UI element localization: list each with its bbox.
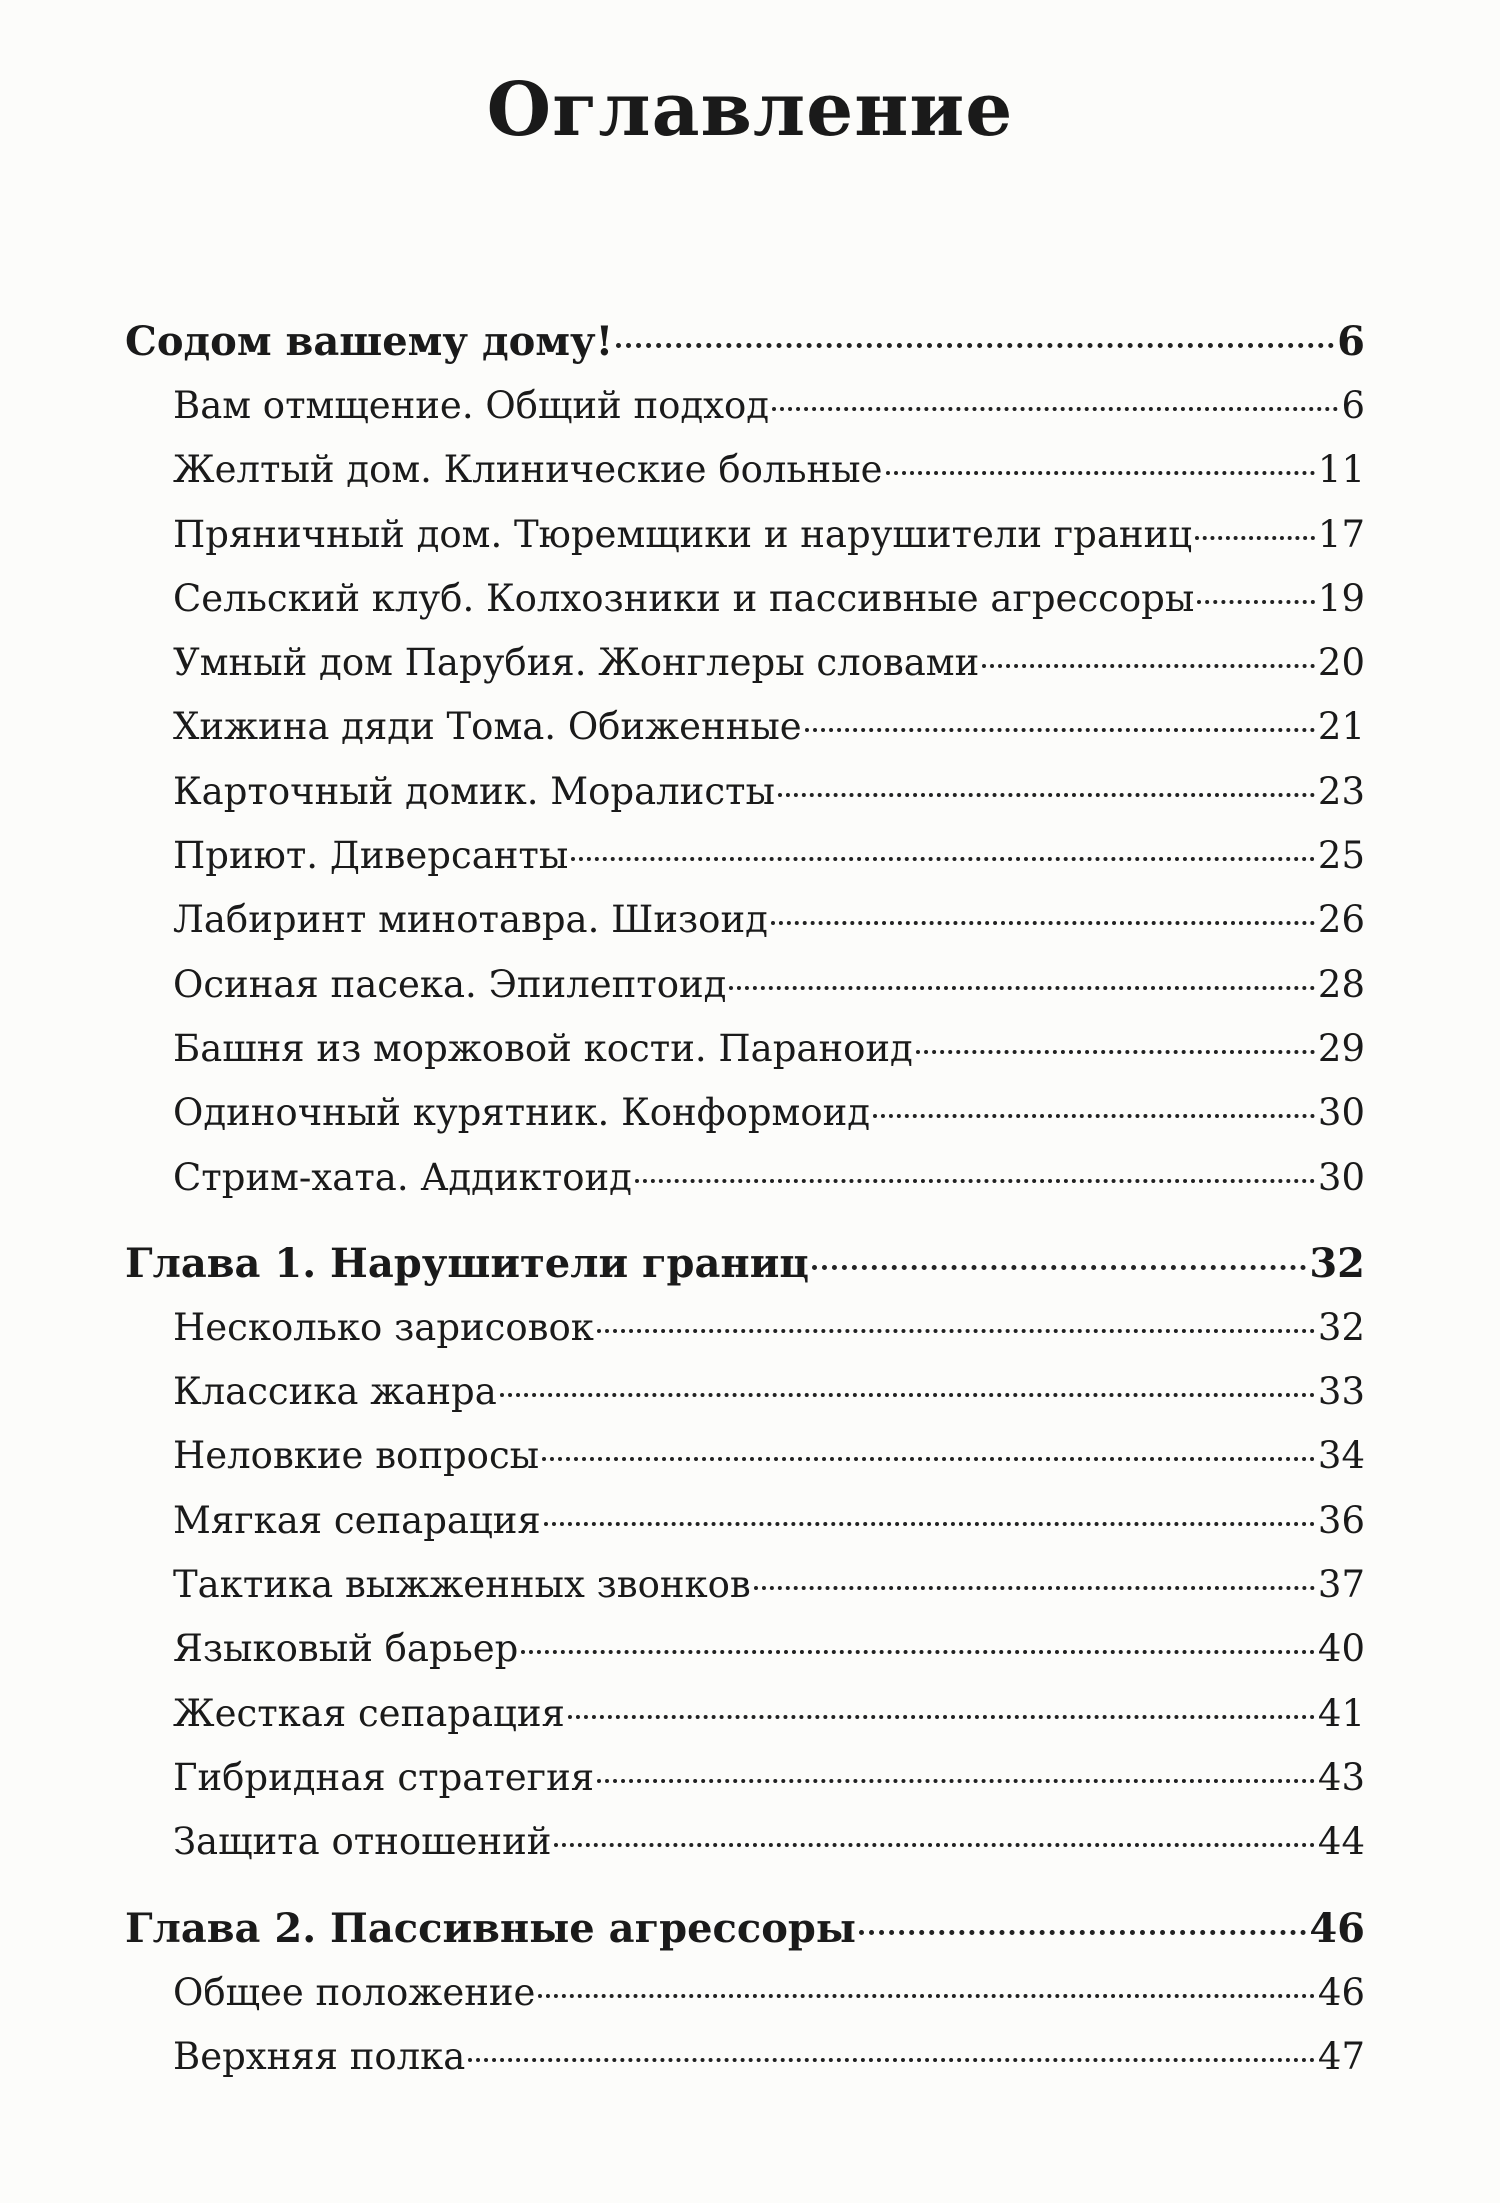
table-of-contents	[125, 310, 1365, 2111]
toc-subsection-entry	[125, 1017, 1365, 1081]
subsection-title: Желтый дом. Клинические больные	[173, 448, 883, 492]
toc-subsection-entry	[125, 2025, 1365, 2089]
toc-subsection-entry	[125, 760, 1365, 824]
dot-leader	[754, 1586, 1315, 1590]
subsection-title: Верхняя полка	[173, 2034, 466, 2078]
dot-leader	[805, 728, 1315, 732]
toc-subsection-entry	[125, 1424, 1365, 1488]
dot-leader	[568, 1715, 1315, 1719]
subsection-title: Жесткая сепарация	[173, 1691, 565, 1735]
page-number: 36	[1317, 1498, 1365, 1542]
page-number: 19	[1317, 576, 1365, 620]
page-number: 28	[1317, 962, 1365, 1006]
page-number: 11	[1317, 448, 1365, 492]
toc-subsection-entry	[125, 567, 1365, 631]
page-number: 30	[1317, 1091, 1365, 1135]
subsection-title: Общее положение	[173, 1970, 536, 2014]
subsection-title: Классика жанра	[173, 1370, 497, 1414]
toc-subsection-entry	[125, 1810, 1365, 1874]
chapter-title: Содом вашему дому!	[125, 318, 614, 365]
toc-subsection-entry	[125, 1553, 1365, 1617]
page-title: Оглавление	[486, 66, 1014, 153]
dot-leader	[616, 343, 1334, 348]
toc-subsection-entry	[125, 1146, 1365, 1210]
toc-chapter-entry	[125, 310, 1365, 374]
page-number: 41	[1317, 1691, 1365, 1735]
toc-subsection-entry	[125, 438, 1365, 502]
subsection-title: Сельский клуб. Колхозники и пассивные агрессоры	[173, 576, 1195, 620]
toc-chapter-entry	[125, 1897, 1365, 1961]
dot-leader	[538, 1994, 1314, 1998]
page-number: 46	[1317, 1970, 1365, 2014]
toc-subsection-entry	[125, 1081, 1365, 1145]
page-number: 47	[1317, 2034, 1365, 2078]
dot-leader	[1197, 600, 1315, 604]
dot-leader	[542, 1457, 1315, 1461]
dot-leader	[729, 986, 1314, 990]
toc-subsection-entry	[125, 631, 1365, 695]
subsection-title: Стрим-хата. Аддиктоид	[173, 1155, 632, 1199]
page-number: 30	[1317, 1155, 1365, 1199]
toc-subsection-entry	[125, 888, 1365, 952]
subsection-title: Умный дом Парубия. Жонглеры словами	[173, 641, 980, 685]
dot-leader	[859, 1930, 1306, 1935]
toc-subsection-entry	[125, 824, 1365, 888]
page-number: 34	[1317, 1434, 1365, 1478]
toc-subsection-entry	[125, 1682, 1365, 1746]
toc-section	[125, 1897, 1365, 2090]
dot-leader	[500, 1393, 1315, 1397]
page-number: 40	[1317, 1627, 1365, 1671]
toc-subsection-entry	[125, 1746, 1365, 1810]
dot-leader	[571, 857, 1315, 861]
dot-leader	[635, 1179, 1315, 1183]
toc-subsection-entry	[125, 1489, 1365, 1553]
subsection-title: Языковый барьер	[173, 1627, 519, 1671]
dot-leader	[771, 921, 1315, 925]
page-number: 25	[1317, 834, 1365, 878]
subsection-title: Вам отмщение. Общий подход	[173, 384, 770, 427]
toc-subsection-entry	[125, 503, 1365, 567]
toc-subsection-entry	[125, 953, 1365, 1017]
page-number: 44	[1317, 1820, 1365, 1864]
chapter-title: Глава 2. Пассивные агрессоры	[125, 1904, 856, 1952]
dot-leader	[597, 1329, 1315, 1333]
dot-leader	[544, 1522, 1315, 1526]
subsection-title: Одиночный курятник. Конформоид	[173, 1091, 871, 1135]
subsection-title: Защита отношений	[173, 1820, 552, 1864]
toc-subsection-entry	[125, 1296, 1365, 1360]
page-number: 32	[1317, 1305, 1365, 1349]
dot-leader	[554, 1843, 1314, 1847]
subsection-title: Хижина дяди Тома. Обиженные	[173, 705, 802, 749]
subsection-title: Карточный домик. Моралисты	[173, 769, 775, 813]
page-number: 26	[1317, 898, 1365, 942]
subsection-title: Лабиринт минотавра. Шизоид	[173, 898, 768, 942]
page-number: 33	[1317, 1370, 1365, 1414]
page-number: 23	[1317, 769, 1365, 813]
dot-leader	[597, 1779, 1315, 1783]
dot-leader	[812, 1265, 1306, 1270]
page-number: 6	[1341, 384, 1365, 427]
page-number: 21	[1317, 705, 1365, 749]
subsection-title: Приют. Диверсанты	[173, 834, 569, 878]
subsection-title: Неловкие вопросы	[173, 1434, 540, 1478]
toc-subsection-entry	[125, 1360, 1365, 1424]
toc-subsection-entry	[125, 374, 1365, 438]
subsection-title: Пряничный дом. Тюремщики и нарушители границ	[173, 512, 1193, 556]
subsection-title: Гибридная стратегия	[173, 1755, 595, 1799]
subsection-title: Несколько зарисовок	[173, 1305, 594, 1349]
page-number: 32	[1309, 1239, 1365, 1287]
dot-leader	[1195, 536, 1315, 540]
page-number: 6	[1337, 318, 1365, 365]
page-number: 37	[1317, 1563, 1365, 1607]
page-number: 46	[1309, 1904, 1365, 1952]
page-number: 29	[1317, 1026, 1365, 1070]
dot-leader	[778, 793, 1315, 797]
subsection-title: Башня из моржовой кости. Параноид	[173, 1026, 913, 1070]
toc-section	[125, 1232, 1365, 1875]
chapter-title: Глава 1. Нарушители границ	[125, 1239, 809, 1287]
subsection-title: Осиная пасека. Эпилептоид	[173, 962, 727, 1006]
toc-section	[125, 310, 1365, 1210]
dot-leader	[521, 1650, 1315, 1654]
toc-subsection-entry	[125, 1617, 1365, 1681]
page-number: 17	[1317, 512, 1365, 556]
dot-leader	[873, 1114, 1315, 1118]
toc-chapter-entry	[125, 1232, 1365, 1296]
page-number: 20	[1317, 641, 1365, 685]
dot-leader	[772, 407, 1338, 411]
page-number: 43	[1317, 1755, 1365, 1799]
subsection-title: Тактика выжженных звонков	[173, 1563, 751, 1607]
dot-leader	[982, 664, 1315, 668]
dot-leader	[916, 1050, 1315, 1054]
subsection-title: Мягкая сепарация	[173, 1498, 541, 1542]
dot-leader	[886, 471, 1315, 475]
toc-subsection-entry	[125, 695, 1365, 759]
toc-subsection-entry	[125, 1961, 1365, 2025]
dot-leader	[468, 2058, 1315, 2062]
